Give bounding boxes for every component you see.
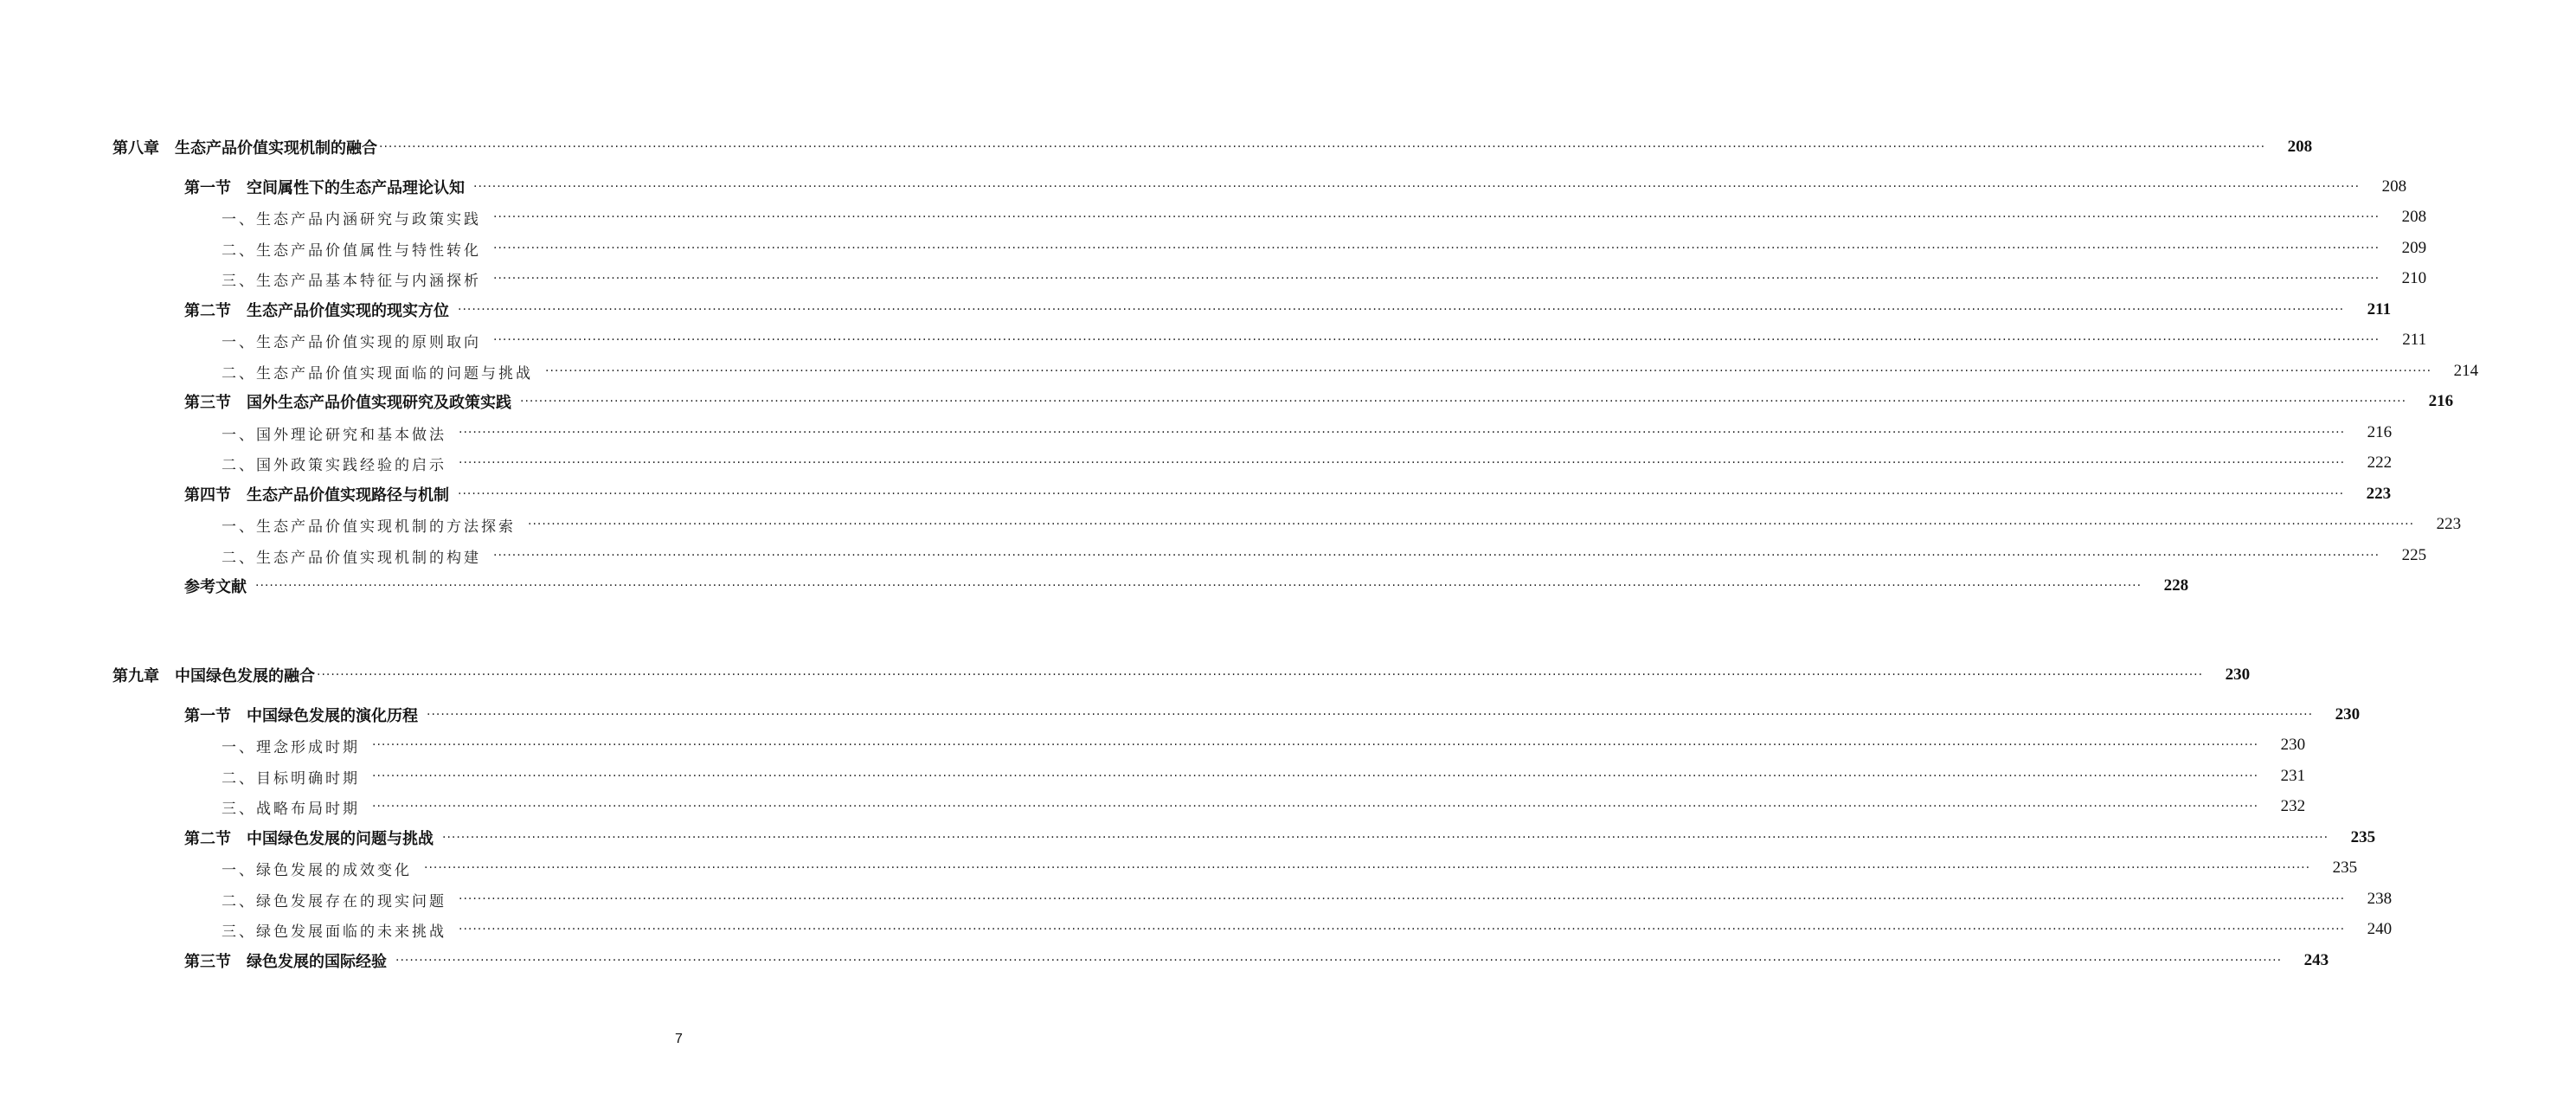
leader-dots: ················································································································································································································································································································································································································ bbox=[520, 395, 2407, 408]
leader-dots: ················································································································································································································································································································································································································ bbox=[493, 272, 2380, 286]
leader-dots: ················································································································································································································································································································································································································ bbox=[372, 738, 2259, 752]
toc-entry-page: 211 bbox=[2367, 300, 2392, 318]
toc-entry-title: 二、国外政策实践经验的启示 bbox=[222, 456, 446, 474]
toc-entry-item bbox=[0, 235, 2427, 261]
leader-dots: ················································································································································································································································································································································································································ bbox=[459, 892, 2346, 906]
leader-dots: ················································································································································································································································································································································································································ bbox=[473, 180, 2361, 194]
toc-entry-section bbox=[0, 174, 2407, 200]
toc-entry-page: 209 bbox=[2401, 239, 2427, 257]
toc-entry-page: 222 bbox=[2367, 454, 2393, 472]
leader-dots: ················································································································································································································································································································································································································ bbox=[493, 210, 2380, 224]
toc-entry-item bbox=[0, 450, 2393, 476]
toc-entry-section bbox=[0, 297, 2392, 323]
toc-entry-title: 二、生态产品价值实现机制的构建 bbox=[222, 549, 481, 567]
toc-entry-title: 第四节 生态产品价值实现路径与机制 bbox=[184, 486, 449, 505]
leader-dots: ················································································································································································································································································································································································································ bbox=[427, 708, 2314, 722]
leader-dots: ················································································································································································································································································································································································································ bbox=[458, 487, 2345, 501]
toc-entry-page: 238 bbox=[2367, 890, 2393, 908]
toc-entry-page: 208 bbox=[2381, 177, 2407, 196]
toc-entry-title: 第八章 生态产品价值实现机制的融合 bbox=[112, 139, 377, 158]
toc-entry-title: 一、生态产品价值实现的原则取向 bbox=[222, 333, 481, 351]
leader-dots: ················································································································································································································································································································································································································ bbox=[372, 769, 2259, 783]
toc-entry-page: 210 bbox=[2401, 269, 2427, 287]
toc-entry-page: 243 bbox=[2303, 951, 2329, 969]
toc-entry-title: 第九章 中国绿色发展的融合 bbox=[112, 667, 315, 685]
toc-entry-item bbox=[0, 732, 2306, 758]
toc-entry-page: 235 bbox=[2332, 859, 2358, 877]
toc-entry-page: 216 bbox=[2428, 392, 2454, 410]
toc-entry-page: 240 bbox=[2367, 920, 2393, 938]
toc-entry-item bbox=[0, 763, 2306, 789]
toc-entry-item bbox=[0, 794, 2306, 820]
leader-dots: ················································································································································································································································································································································································································ bbox=[493, 549, 2380, 563]
leader-dots: ················································································································································································································································································································································································································ bbox=[424, 861, 2311, 875]
leader-dots: ················································································································································································································································································································································································································ bbox=[493, 241, 2380, 255]
page-number: 7 bbox=[675, 1032, 683, 1046]
toc-entry-title: 二、生态产品价值属性与特性转化 bbox=[222, 241, 481, 260]
toc-entry-section bbox=[0, 481, 2392, 507]
leader-dots: ················································································································································································································································································································································································································ bbox=[442, 831, 2329, 845]
leader-dots: ················································································································································································································································································································································································································ bbox=[545, 364, 2432, 378]
toc-entry-page: 228 bbox=[2163, 576, 2189, 595]
toc-entry-page: 223 bbox=[2436, 515, 2462, 533]
toc-entry-title: 参考文献 bbox=[184, 578, 247, 596]
toc-entry-title: 一、国外理论研究和基本做法 bbox=[222, 426, 446, 444]
toc-entry-page: 223 bbox=[2366, 485, 2392, 503]
leader-dots: ················································································································································································································································································································································································································ bbox=[395, 954, 2283, 968]
leader-dots: ················································································································································································································································································································································································································ bbox=[459, 426, 2346, 440]
toc-entry-item bbox=[0, 266, 2427, 292]
leader-dots: ················································································································································································································································································································································································································ bbox=[528, 518, 2415, 531]
toc-entry-title: 一、绿色发展的成效变化 bbox=[222, 861, 412, 879]
toc-entry-title: 第二节 中国绿色发展的问题与挑战 bbox=[184, 830, 434, 848]
toc-entry-title: 第三节 国外生态产品价值实现研究及政策实践 bbox=[184, 394, 511, 412]
toc-entry-chapter bbox=[0, 134, 2313, 160]
toc-entry-title: 一、生态产品价值实现机制的方法探索 bbox=[222, 518, 516, 536]
toc-entry-item bbox=[0, 917, 2393, 942]
toc-entry-page: 235 bbox=[2350, 828, 2376, 846]
toc-entry-page: 232 bbox=[2280, 797, 2306, 815]
toc-entry-title: 第二节 生态产品价值实现的现实方位 bbox=[184, 302, 449, 320]
leader-dots: ················································································································································································································································································································································································································ bbox=[379, 140, 2266, 154]
toc-entry-item bbox=[0, 327, 2427, 353]
toc-entry-section bbox=[0, 948, 2329, 974]
toc-entry-page: 216 bbox=[2367, 423, 2393, 441]
leader-dots: ················································································································································································································································································································································································································ bbox=[459, 456, 2346, 470]
toc-entry-item bbox=[0, 886, 2393, 912]
toc-entry-item bbox=[0, 511, 2462, 537]
toc-entry-page: 230 bbox=[2280, 736, 2306, 754]
toc-entry-title: 三、生态产品基本特征与内涵探析 bbox=[222, 272, 481, 290]
toc-entry-title: 二、绿色发展存在的现实问题 bbox=[222, 892, 446, 910]
toc-entry-section bbox=[0, 389, 2454, 415]
toc-entry-page: 230 bbox=[2335, 705, 2361, 724]
toc-entry-page: 214 bbox=[2453, 362, 2479, 380]
leader-dots: ················································································································································································································································································································································································································ bbox=[459, 923, 2346, 936]
toc-entry-page: 230 bbox=[2225, 666, 2251, 684]
leader-dots: ················································································································································································································································································································································································································ bbox=[372, 800, 2259, 814]
toc-entry-title: 第三节 绿色发展的国际经验 bbox=[184, 953, 387, 971]
toc-entry-page: 208 bbox=[2401, 208, 2427, 226]
toc-entry-title: 二、生态产品价值实现面临的问题与挑战 bbox=[222, 364, 533, 383]
toc-entry-page: 225 bbox=[2401, 546, 2427, 564]
toc-entry-item bbox=[0, 855, 2358, 881]
toc-entry-title: 一、理念形成时期 bbox=[222, 738, 360, 756]
toc-entry-item bbox=[0, 358, 2479, 384]
toc-entry-chapter bbox=[0, 662, 2251, 688]
toc-entry-title: 三、战略布局时期 bbox=[222, 800, 360, 818]
toc-entry-item bbox=[0, 420, 2393, 446]
toc-entry-item bbox=[0, 543, 2427, 569]
toc-entry-ref bbox=[0, 573, 2189, 599]
toc-entry-page: 231 bbox=[2280, 767, 2306, 785]
toc-entry-item bbox=[0, 204, 2427, 230]
leader-dots: ················································································································································································································································································································································································································ bbox=[255, 579, 2142, 593]
toc-entry-title: 一、生态产品内涵研究与政策实践 bbox=[222, 210, 481, 228]
leader-dots: ················································································································································································································································································································································································································ bbox=[458, 303, 2345, 317]
leader-dots: ················································································································································································································································································································································································································ bbox=[317, 668, 2204, 682]
toc-entry-page: 211 bbox=[2402, 331, 2427, 349]
toc-entry-page: 208 bbox=[2287, 138, 2313, 156]
toc-entry-section bbox=[0, 702, 2361, 728]
toc-entry-title: 三、绿色发展面临的未来挑战 bbox=[222, 923, 446, 941]
leader-dots: ················································································································································································································································································································································································································ bbox=[493, 333, 2380, 347]
toc-entry-title: 二、目标明确时期 bbox=[222, 769, 360, 788]
toc-entry-title: 第一节 中国绿色发展的演化历程 bbox=[184, 707, 418, 725]
toc-entry-title: 第一节 空间属性下的生态产品理论认知 bbox=[184, 179, 465, 197]
toc-entry-section bbox=[0, 825, 2376, 851]
